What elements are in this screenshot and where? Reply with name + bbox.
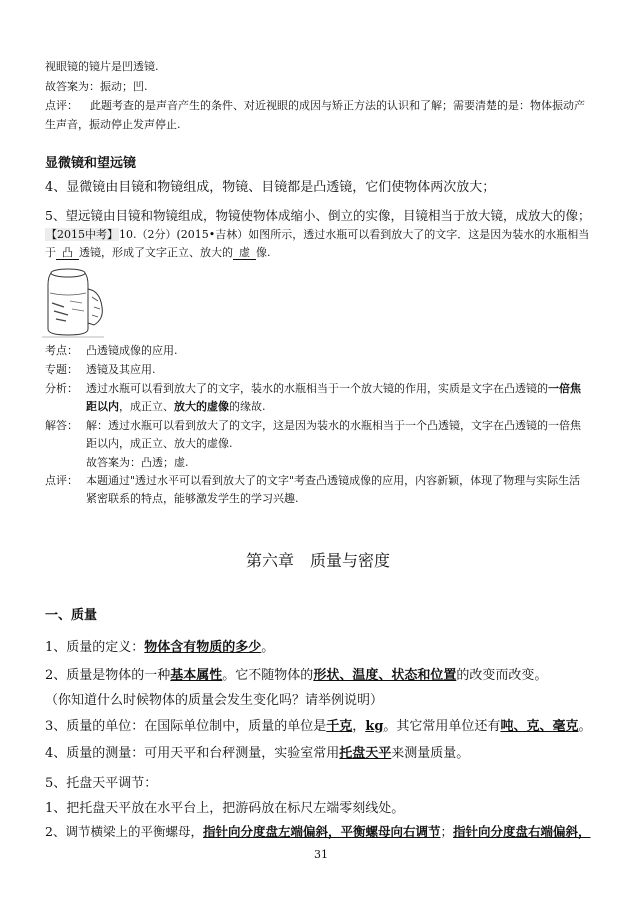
text-line: 距以内，成正立、放大的虚像. — [86, 437, 233, 450]
kaodian-label: 考点： — [45, 344, 78, 357]
text-span: 3、质量的单位：在国际单位制中，质量的单位是 — [45, 719, 327, 734]
exam-question-line — [45, 244, 271, 260]
comment-label: 点评： — [45, 99, 78, 112]
key-term: 千克 — [326, 719, 353, 734]
zhuanti-label: 专题： — [45, 363, 78, 376]
exam-question-line — [45, 226, 589, 242]
answer-blank: 凸 — [56, 246, 79, 260]
text-line — [86, 380, 581, 396]
text-line: 故答案为：振动；凹. — [45, 80, 148, 93]
bold-span: 一倍焦 — [548, 382, 581, 395]
paragraph — [45, 664, 547, 683]
page-number: 31 — [314, 848, 328, 861]
paragraph — [45, 636, 274, 655]
text-span: 。 — [261, 640, 275, 655]
question-text: 10.（2分）(2015•吉林）如图所示，透过水瓶可以看到放大了的文字．这是因为装水的水瓶相当 — [119, 228, 590, 241]
key-term: 形状、温度、状态和位置 — [313, 668, 457, 683]
text-span: ； — [440, 824, 453, 839]
paragraph — [45, 822, 591, 840]
text-line: 本题通过"透过水平可以看到放大了的文字"考查凸透镜成像的应用，内容新颖，体现了物理与实际生活 — [86, 474, 581, 487]
key-term: 物体含有物质的多少 — [144, 640, 262, 655]
water-bottle-magnifier-icon — [38, 263, 108, 341]
key-term: 基本属性 — [170, 668, 223, 683]
question-text: 于 — [45, 246, 56, 259]
text-span: ， — [352, 719, 366, 734]
question-text: 透镜，形成了文字正立、放大的 — [79, 246, 233, 259]
answer-blank: 虚 — [233, 246, 256, 260]
text-span: 。 — [578, 719, 592, 734]
text-span: ，成正立、 — [119, 400, 174, 413]
text-line: 生声音，振动停止发声停止. — [45, 118, 181, 131]
text-span: 的改变而改变。 — [456, 668, 548, 683]
paragraph: 5、望远镜由目镜和物镜组成，物镜使物体成缩小、倒立的实像，目镜相当于放大镜，成放大的像； — [45, 208, 591, 223]
text-span: 。它不随物体的 — [222, 668, 314, 683]
text-line: 此题考查的是声音产生的条件、对近视眼的成因与矫正方法的认识和了解；需要清楚的是：物体振动产 — [90, 99, 585, 112]
text-line: 紧密联系的特点，能够激发学生的学习兴趣. — [86, 492, 299, 505]
paragraph: 1、把托盘天平放在水平台上，把游码放在标尺左端零刻线处。 — [45, 801, 405, 816]
key-term: 吨、克、毫克 — [500, 719, 579, 734]
bold-span: 放大的虚像 — [174, 400, 229, 413]
paragraph — [45, 742, 469, 761]
text-span: 。其它常用单位还有 — [383, 719, 501, 734]
note-line: （你知道什么时候物体的质量会发生变化吗？请举例说明） — [45, 693, 384, 708]
text-line: 故答案为：凸透；虚. — [86, 456, 189, 469]
text-span: 来测量质量。 — [391, 746, 470, 761]
text-line: 解：透过水瓶可以看到放大了的文字，这是因为装水的水瓶相当于一个凸透镜，文字在凸透镜的一倍焦 — [86, 419, 581, 432]
dianping-label: 点评： — [45, 474, 78, 487]
text-span: 2、质量是物体的一种 — [45, 668, 171, 683]
text-line — [86, 398, 266, 414]
bold-span: 距以内 — [86, 400, 119, 413]
fenxi-label: 分析： — [45, 382, 78, 395]
text-line: 透镜及其应用. — [86, 363, 156, 376]
text-span: 的缘故. — [229, 400, 266, 413]
paragraph — [45, 715, 591, 734]
section-heading: 显微镜和望远镜 — [45, 156, 137, 171]
paragraph: 4、显微镜由目镜和物镜组成，物镜、目镜都是凸透镜，它们使物体两次放大； — [45, 180, 496, 195]
text-span: 2、调节横梁上的平衡螺母， — [45, 824, 203, 839]
section-heading: 一、质量 — [45, 608, 98, 623]
question-text: 像. — [256, 246, 271, 259]
exam-tag: 【2015中考】 — [46, 228, 118, 241]
key-term: 托盘天平 — [339, 746, 392, 761]
text-line: 凸透镜成像的应用. — [86, 344, 178, 357]
text-span: 4、质量的测量：可用天平和台秤测量，实验室常用 — [45, 746, 340, 761]
key-term: 指针向分度盘右端偏斜， — [453, 824, 591, 839]
text-line: 视眼镜的镜片是凹透镜. — [45, 60, 159, 73]
paragraph: 5、托盘天平调节： — [45, 776, 158, 791]
key-term: kg — [365, 719, 384, 734]
text-span: 1、质量的定义： — [45, 640, 145, 655]
text-span: 透过水瓶可以看到放大了的文字，装水的水瓶相当于一个放大镜的作用，实质是文字在凸透镜的 — [86, 382, 548, 395]
jieda-label: 解答： — [45, 419, 78, 432]
chapter-title: 第六章 质量与密度 — [246, 551, 391, 570]
key-term: 指针向分度盘左端偏斜，平衡螺母向右调节 — [202, 824, 441, 839]
